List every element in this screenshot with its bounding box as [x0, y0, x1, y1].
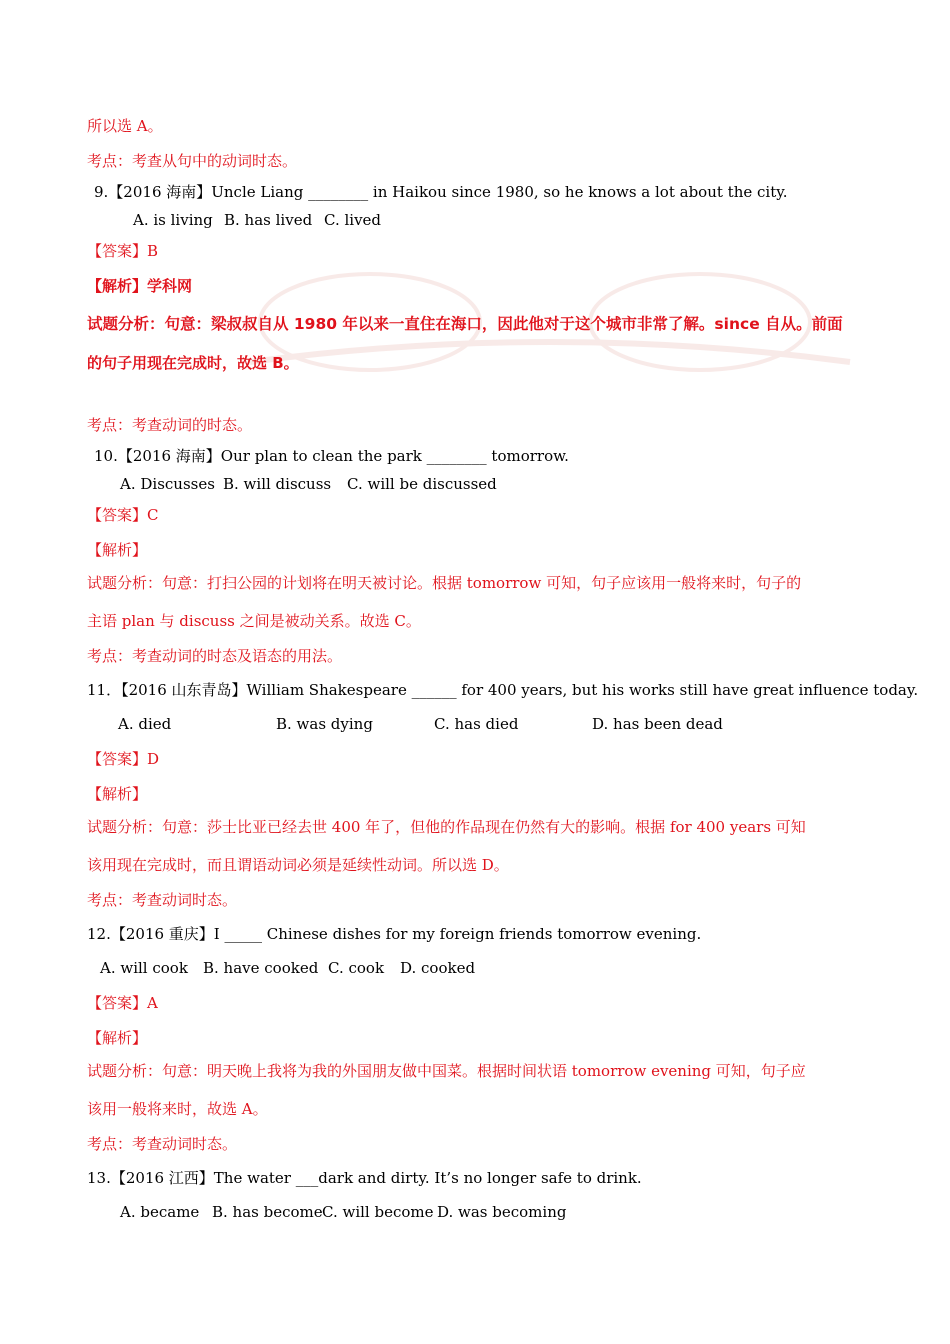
q13-options: [120, 1202, 566, 1222]
q9-answer: 【答案】B: [87, 242, 159, 260]
q9-option-c: C. lived: [324, 211, 382, 229]
q12-option-b: B. have cooked: [203, 959, 319, 977]
q12-analysis-line1: 试题分析：句意：明天晚上我将为我的外国朋友做中国菜。根据时间状语 tomorrow evening 可知，句子应: [87, 1062, 806, 1080]
q11-answer: 【答案】D: [87, 750, 160, 768]
q9-topic: 考点：考查动词的时态。: [87, 416, 253, 434]
q10-analysis-line2: 主语 plan 与 discuss 之间是被动关系。故选 C。: [87, 612, 421, 630]
q13-option-c: C. will become: [322, 1203, 434, 1221]
q10-options: [120, 474, 497, 494]
q11-topic: 考点：考查动词时态。: [87, 891, 238, 909]
q9-analysis-head: 【解析】学科网: [87, 277, 193, 295]
q13-option-b: B. has become: [212, 1203, 323, 1221]
prev-topic: 考点：考查从句中的动词时态。: [87, 152, 298, 170]
q12-stem: 12.【2016 重庆】I _____ Chinese dishes for my foreign friends tomorrow evening.: [87, 925, 702, 943]
q12-analysis-line2: 该用一般将来时，故选 A。: [87, 1100, 268, 1118]
q10-stem: 10.【2016 海南】Our plan to clean the park ________ tomorrow.: [94, 447, 569, 465]
q11-analysis-line1: 试题分析：句意：莎士比亚已经去世 400 年了，但他的作品现在仍然有大的影响。根据 for 400 years 可知: [87, 818, 806, 836]
q10-option-b: B. will discuss: [223, 475, 332, 493]
q12-options: [100, 958, 475, 978]
q9-stem: 9.【2016 海南】Uncle Liang ________ in Haikou since 1980, so he knows a lot about the city.: [94, 183, 788, 201]
q9-analysis-line1: 试题分析：句意：梁叔叔自从 1980 年以来一直住在海口，因此他对于这个城市非常了解。since 自从。前面: [87, 315, 843, 333]
q12-answer: 【答案】A: [87, 994, 158, 1012]
q13-stem: 13.【2016 江西】The water ___dark and dirty. It’s no longer safe to drink.: [87, 1169, 642, 1187]
q9-option-a: A. is living: [133, 211, 213, 229]
q12-option-c: C. cook: [328, 959, 385, 977]
q11-option-b: B. was dying: [276, 715, 373, 733]
q10-topic: 考点：考查动词的时态及语态的用法。: [87, 647, 343, 665]
q13-option-a: A. became: [120, 1203, 200, 1221]
q9-options: [133, 210, 381, 230]
prev-answer-line: 所以选 A。: [87, 117, 163, 135]
q11-option-a: A. died: [118, 715, 172, 733]
q10-option-a: A. Discusses: [120, 475, 215, 493]
q12-option-a: A. will cook: [100, 959, 188, 977]
q12-analysis-head: 【解析】: [87, 1029, 148, 1047]
q9-option-b: B. has lived: [224, 211, 313, 229]
q10-analysis-line1: 试题分析：句意：打扫公园的计划将在明天被讨论。根据 tomorrow 可知，句子应该用一般将来时，句子的: [87, 574, 802, 592]
q12-topic: 考点：考查动词时态。: [87, 1135, 238, 1153]
q11-option-c: C. has died: [434, 715, 519, 733]
q9-analysis-line2: 的句子用现在完成时，故选 B。: [87, 354, 299, 372]
q10-answer: 【答案】C: [87, 506, 159, 524]
q11-options: [118, 714, 723, 734]
q11-stem: 11．【2016 山东青岛】William Shakespeare ______ for 400 years, but his works still have great influence today.: [87, 681, 919, 699]
q11-option-d: D. has been dead: [592, 715, 723, 733]
q11-analysis-line2: 该用现在完成时，而且谓语动词必须是延续性动词。所以选 D。: [87, 856, 509, 874]
q13-option-d: D. was becoming: [437, 1203, 567, 1221]
q10-option-c: C. will be discussed: [347, 475, 497, 493]
q11-analysis-head: 【解析】: [87, 785, 148, 803]
q12-option-d: D. cooked: [400, 959, 476, 977]
q10-analysis-head: 【解析】: [87, 541, 148, 559]
